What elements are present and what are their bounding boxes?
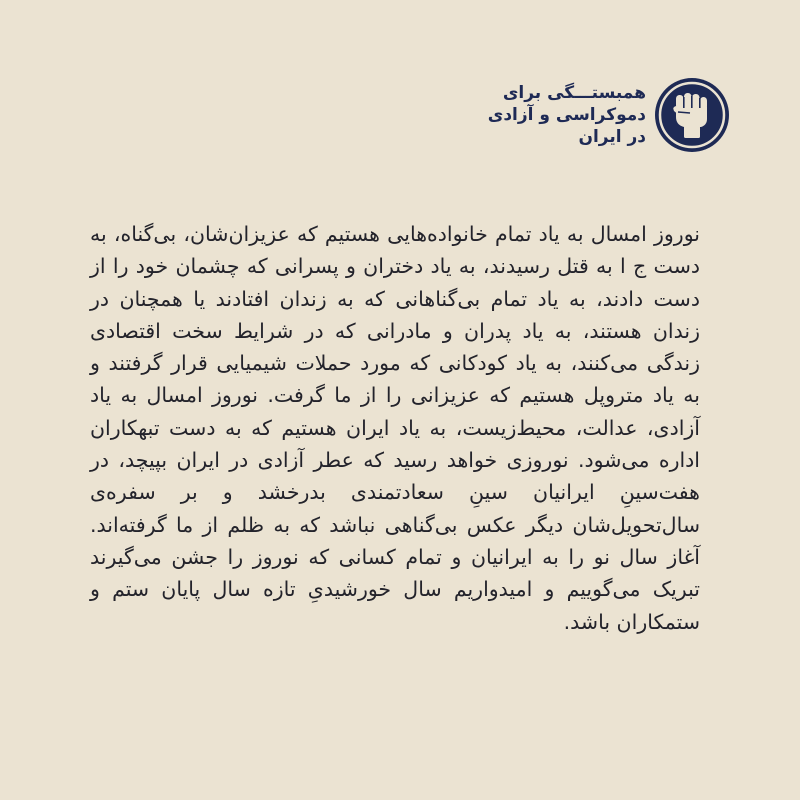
organization-name-line-2: دموکراسی و آزادی [487,105,646,125]
raised-fist-icon [654,77,730,153]
organization-name-line-3: در ایران [578,127,646,147]
organization-name [488,82,646,148]
organization-name-line-1: همبستـــگی برای [502,83,646,103]
nowruz-message-paragraph: نوروز امسال به یاد تمام خانواده‌هایی هستیم که عزیزان‌شان، بی‌گناه، به دست ج ا به قتل رسیدند، به یاد دختران و پسرانی که چشمان خود را از دست دادند، به یاد تمام بی‌گناهانی که به زندان افتادند یا همچنان در زندان هستند، به یاد پدران و مادرانی که در شرایط سخت اقتصادی زندگی می‌کنند، به یاد کودکانی که مورد حملات شیمیایی قرار گرفتند و به یاد متروپل هستیم که عزیزانی را از ما گرفت. نوروز امسال به یاد آزادی، عدالت، محیط‌زیست، به یاد ایران هستیم که به دست تبهکاران اداره می‌شود. نوروزی خواهد رسید که عطر آزادی در ایران بپیچد، در هفت‌سینِ ایرانیان سینِ سعادتمندی بدرخشد و بر سفره‌ی سال‌تحویل‌شان دیگر عکس بی‌گناهی نباشد که به ظلم از ما گرفته‌اند. آغاز سال نو را به ایرانیان و تمام کسانی که نوروز را جشن می‌گیرند تبریک می‌گوییم و امیدواریم سال خورشیدیِ تازه سال پایان ستم و ستمکاران باشد. [90,222,700,634]
organization-logo [430,70,730,160]
